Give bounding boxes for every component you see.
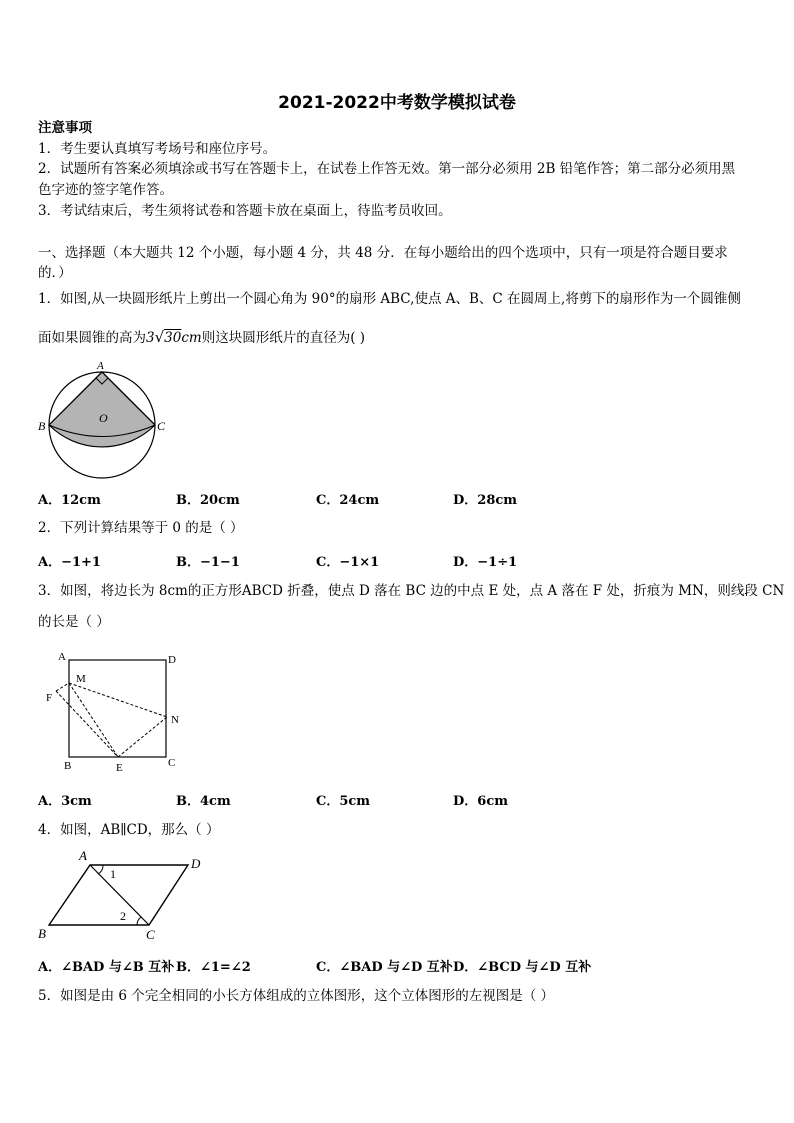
- angle-1-label: 1: [110, 867, 116, 881]
- question-1-text: 1．如图,从一块圆形纸片上剪出一个圆心角为 90°的扇形 ABC,使点 A、B、C 在圆周上,将剪下的扇形作为一个圆锥侧: [38, 291, 741, 307]
- label-c: C: [157, 419, 166, 433]
- label-f: F: [46, 692, 53, 704]
- label-d: D: [168, 654, 176, 666]
- label-c: C: [168, 757, 176, 769]
- label-a: A: [97, 360, 104, 372]
- question-5-text: 5．如图是由 6 个完全相同的小长方体组成的立体图形，这个立体图形的左视图是（ ）: [38, 988, 555, 1004]
- section-heading-cont: 的．）: [38, 265, 72, 281]
- option-b[interactable]: B．∠1=∠2: [176, 960, 251, 975]
- question-1-text-cont: 面如果圆锥的高为3√30cm则这块圆形纸片的直径为( ): [38, 328, 366, 346]
- section-heading: 一、选择题（本大题共 12 个小题，每小题 4 分，共 48 分．在每小题给出的四个选项中，只有一项是符合题目要求: [38, 245, 728, 261]
- label-e: E: [116, 762, 123, 774]
- figure-circle-sector: [30, 356, 180, 482]
- option-d[interactable]: D．−1÷1: [453, 555, 518, 570]
- label-b: B: [64, 760, 72, 772]
- notice-heading: 注意事项: [38, 120, 92, 136]
- option-c[interactable]: C．∠BAD 与∠D 互补: [316, 960, 453, 975]
- label-o: O: [99, 411, 108, 425]
- label-a: A: [58, 651, 66, 663]
- figure-folded-square: [40, 645, 190, 775]
- option-b[interactable]: B．20cm: [176, 493, 240, 508]
- question-2-text: 2．下列计算结果等于 0 的是（ ）: [38, 520, 244, 536]
- option-a[interactable]: A．12cm: [38, 493, 101, 508]
- notice-item: 1．考生要认真填写考场号和座位序号。: [38, 141, 277, 157]
- notice-item: 2．试题所有答案必须填涂或书写在答题卡上，在试卷上作答无效。第一部分必须用 2B 铅笔作答；第二部分必须用黑: [38, 161, 736, 177]
- question-3-text: 3．如图，将边长为 8cm的正方形ABCD 折叠，使点 D 落在 BC 边的中点 E 处，点 A 落在 F 处，折痕为 MN，则线段 CN: [38, 583, 785, 599]
- option-a[interactable]: A．∠BAD 与∠B 互补: [38, 960, 175, 975]
- option-c[interactable]: C．−1×1: [316, 555, 380, 570]
- label-d: D: [191, 856, 201, 871]
- option-c[interactable]: C．5cm: [316, 794, 371, 809]
- option-c[interactable]: C．24cm: [316, 493, 380, 508]
- option-b[interactable]: B．4cm: [176, 794, 231, 809]
- option-d[interactable]: D．6cm: [453, 794, 508, 809]
- angle-2-label: 2: [120, 909, 126, 923]
- label-b: B: [38, 419, 46, 433]
- notice-item: 色字迹的签字笔作答。: [38, 182, 173, 198]
- figure-parallelogram: [32, 848, 212, 944]
- option-d[interactable]: D．∠BCD 与∠D 互补: [453, 960, 592, 975]
- label-n: N: [171, 714, 179, 726]
- question-3-text-cont: 的长是（ ）: [38, 614, 110, 630]
- question-4-text: 4．如图，AB∥CD，那么（ ）: [38, 822, 220, 838]
- option-a[interactable]: A．−1+1: [38, 555, 101, 570]
- page-title: 2021-2022中考数学模拟试卷: [278, 93, 516, 113]
- label-c: C: [146, 927, 155, 942]
- label-m: M: [76, 673, 86, 685]
- option-b[interactable]: B．−1−1: [176, 555, 240, 570]
- label-b: B: [38, 926, 46, 941]
- option-a[interactable]: A．3cm: [38, 794, 92, 809]
- option-d[interactable]: D．28cm: [453, 493, 518, 508]
- label-a: A: [79, 848, 87, 863]
- notice-item: 3．考试结束后，考生须将试卷和答题卡放在桌面上，待监考员收回。: [38, 203, 452, 219]
